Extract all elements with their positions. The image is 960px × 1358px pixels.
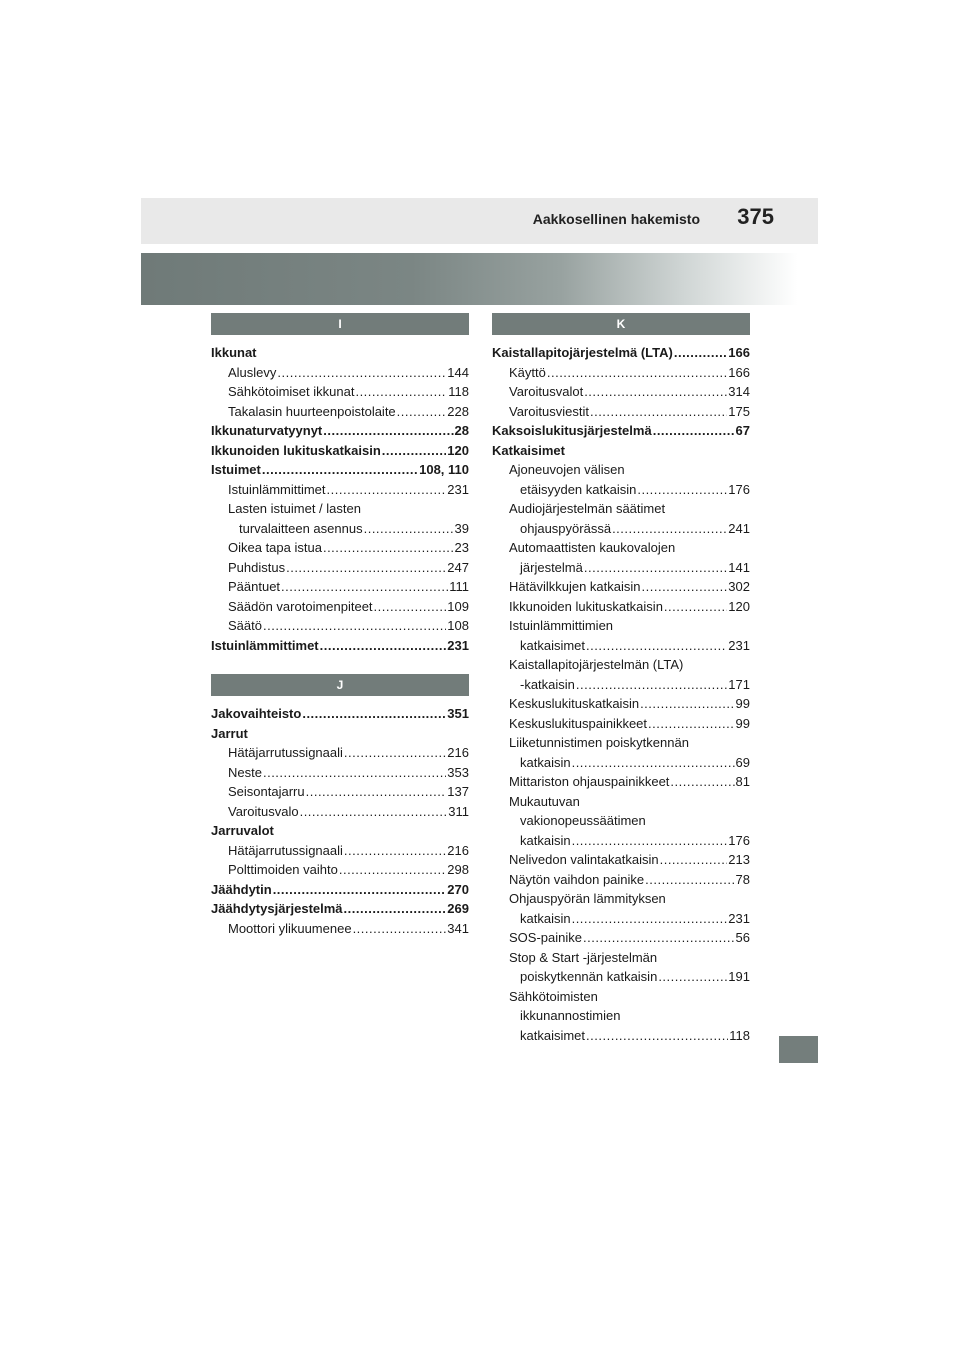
index-list (211, 343, 469, 655)
index-page-ref: 166 (728, 364, 750, 380)
leader-dots (397, 402, 447, 422)
leader-dots (584, 382, 727, 402)
leader-dots (660, 850, 728, 870)
index-term: Seisontajarru (228, 784, 305, 799)
index-entry (211, 577, 469, 597)
index-term: Istuinlämmittimet (211, 637, 319, 653)
leader-dots (584, 558, 727, 578)
index-heading: Jarruvalot (211, 823, 274, 838)
index-entry (211, 519, 469, 539)
index-entry (211, 919, 469, 939)
index-term: turvalaitteen asennus (239, 520, 363, 536)
index-heading: Ajoneuvojen välisen (509, 462, 625, 477)
index-page-ref: 216 (447, 842, 469, 858)
index-term: Oikea tapa istua (228, 540, 322, 555)
page-title: Aakkosellinen hakemisto (532, 211, 700, 227)
index-page-ref: 341 (447, 920, 469, 936)
index-term: katkaisin (520, 832, 571, 848)
leader-dots (642, 577, 728, 597)
index-page-ref: 120 (447, 442, 469, 458)
page-header (141, 198, 818, 244)
leader-dots (586, 1026, 728, 1046)
index-term: Takalasin huurteenpoistolaite (228, 403, 396, 419)
index-term: -katkaisin (520, 676, 575, 692)
index-heading: Lasten istuimet / lasten (228, 501, 361, 516)
index-page-ref: 56 (735, 930, 750, 945)
index-entry (211, 597, 469, 617)
index-list (492, 343, 750, 1045)
leader-dots (586, 636, 727, 656)
leader-dots (300, 802, 448, 822)
index-entry (492, 831, 750, 851)
index-entry (211, 421, 469, 441)
index-heading: ikkunannostimien (520, 1008, 621, 1023)
index-page-ref: 353 (447, 764, 469, 780)
index-term: Hätäjarrutussignaali (228, 842, 343, 858)
index-entry (492, 597, 750, 617)
index-entry (211, 460, 469, 480)
leader-dots (612, 519, 727, 539)
index-term: Neste (228, 764, 262, 780)
index-entry (492, 714, 750, 734)
index-page-ref: 241 (728, 520, 750, 536)
index-entry (211, 363, 469, 383)
index-page-ref: 137 (447, 784, 469, 799)
index-term: ohjauspyörässä (520, 520, 612, 536)
leader-dots (353, 919, 447, 939)
index-term: katkaisimet (520, 637, 586, 653)
index-entry (492, 967, 750, 987)
leader-dots (277, 363, 446, 383)
leader-dots (286, 558, 446, 578)
index-entry (492, 694, 750, 714)
leader-dots (262, 460, 418, 480)
leader-dots (658, 967, 727, 987)
index-term: katkaisin (520, 910, 571, 926)
index-entry (492, 772, 750, 792)
leader-dots (583, 928, 735, 948)
index-entry (211, 704, 469, 724)
leader-dots (327, 480, 447, 500)
index-page-ref: 269 (447, 901, 469, 916)
leader-dots (339, 860, 446, 880)
index-entry (492, 363, 750, 383)
index-term: Kaistallapitojärjestelmä (LTA) (492, 345, 673, 360)
leader-dots (374, 597, 447, 617)
leader-dots (344, 743, 446, 763)
index-entry (211, 441, 469, 461)
index-heading: Sähkötoimisten (509, 988, 598, 1004)
leader-dots (590, 402, 727, 422)
leader-dots (674, 343, 727, 363)
index-entry (211, 763, 469, 783)
index-entry (211, 899, 469, 919)
index-term: Aluslevy (228, 364, 277, 380)
chapter-tab (779, 1036, 818, 1063)
index-entry (211, 841, 469, 861)
index-term: Jakovaihteisto (211, 706, 302, 721)
leader-dots (281, 577, 448, 597)
leader-dots (572, 831, 728, 851)
leader-dots (382, 441, 447, 461)
index-term: järjestelmä (520, 559, 583, 575)
index-entry (492, 909, 750, 929)
index-list (211, 704, 469, 938)
leader-dots (648, 714, 735, 734)
index-term: Ikkunaturvatyynyt (211, 423, 323, 438)
index-page-ref: 314 (728, 384, 750, 399)
leader-dots (547, 363, 727, 383)
index-entry (211, 743, 469, 763)
leader-dots (320, 636, 447, 656)
index-column-right (492, 313, 750, 1045)
index-page-ref: 120 (728, 598, 750, 614)
leader-dots (572, 753, 735, 773)
index-page-ref: 109 (447, 598, 469, 614)
header-gradient-band (141, 253, 818, 305)
index-page-ref: 213 (728, 852, 750, 867)
index-entry (492, 753, 750, 773)
index-page-ref: 298 (447, 862, 469, 877)
index-page-ref: 118 (729, 1027, 750, 1043)
section-letter-bar: J (211, 674, 469, 696)
leader-dots (653, 421, 735, 441)
index-term: Jäähdytin (211, 881, 272, 897)
index-page-ref: 270 (447, 881, 469, 897)
index-page-ref: 99 (735, 715, 750, 731)
index-term: Keskuslukituskatkaisin (509, 696, 640, 711)
index-page-ref: 231 (447, 481, 469, 497)
index-term: Istuimet (211, 462, 261, 477)
index-page-ref: 176 (728, 481, 750, 497)
index-page-ref: 231 (447, 637, 469, 653)
index-heading: Ohjauspyörän lämmityksen (509, 891, 666, 906)
index-page-ref: 171 (728, 676, 750, 692)
index-term: Polttimoiden vaihto (228, 862, 338, 877)
leader-dots (576, 675, 727, 695)
leader-dots (364, 519, 454, 539)
index-term: Jäähdytysjärjestelmä (211, 901, 343, 916)
index-page-ref: 311 (448, 803, 469, 819)
leader-dots (263, 763, 446, 783)
section-letter-bar: K (492, 313, 750, 335)
index-page-ref: 118 (448, 384, 469, 399)
index-term: Kaksoislukitusjärjestelmä (492, 423, 652, 438)
index-page-ref: 108, 110 (419, 462, 469, 477)
page-number: 375 (737, 204, 774, 229)
index-entry (211, 480, 469, 500)
index-entry (211, 860, 469, 880)
index-page-ref: 176 (728, 832, 750, 848)
index-entry (211, 402, 469, 422)
index-term: Näytön vaihdon painike (509, 871, 645, 887)
index-page-ref: 141 (728, 559, 750, 575)
index-term: Pääntuet (228, 579, 281, 594)
index-term: Ikkunoiden lukituskatkaisin (509, 598, 663, 614)
index-term: Käyttö (509, 364, 546, 380)
index-heading: Kaistallapitojärjestelmän (LTA) (509, 657, 684, 672)
leader-dots (664, 597, 727, 617)
index-heading: Istuinlämmittimien (509, 618, 614, 633)
index-heading: Automaattisten kaukovalojen (509, 540, 676, 555)
index-term: Mittariston ohjauspainikkeet (509, 774, 670, 789)
leader-dots (637, 480, 727, 500)
index-page-ref: 144 (447, 364, 469, 380)
index-entry (211, 782, 469, 802)
index-term: Hätävilkkujen katkaisin (509, 579, 641, 594)
index-page-ref: 78 (735, 871, 750, 887)
index-heading: vakionopeussäätimen (520, 813, 646, 828)
index-heading: Mukautuvan (509, 793, 580, 809)
index-entry (492, 636, 750, 656)
index-term: Säätö (228, 618, 262, 633)
index-column-left (211, 313, 469, 938)
index-term: Nelivedon valintakatkaisin (509, 852, 659, 867)
index-heading: Liiketunnistimen poiskytkennän (509, 735, 689, 750)
section-letter-bar: I (211, 313, 469, 335)
index-entry (211, 880, 469, 900)
index-term: Varoitusvalo (228, 803, 299, 819)
index-entry (211, 558, 469, 578)
index-entry (492, 519, 750, 539)
section-gap (211, 655, 469, 674)
index-heading: Katkaisimet (492, 442, 565, 458)
index-heading: Ikkunat (211, 345, 257, 360)
index-term: Varoitusviestit (509, 403, 589, 419)
leader-dots (670, 772, 734, 792)
index-entry (492, 343, 750, 363)
index-page-ref: 228 (447, 403, 469, 419)
index-entry (492, 402, 750, 422)
index-page-ref: 23 (454, 540, 469, 555)
leader-dots (273, 880, 447, 900)
index-page-ref: 28 (454, 423, 469, 438)
index-page-ref: 247 (447, 559, 469, 575)
index-term: Sähkötoimiset ikkunat (228, 384, 355, 399)
index-entry (492, 577, 750, 597)
index-term: Moottori ylikuumenee (228, 920, 352, 936)
leader-dots (344, 841, 446, 861)
index-term: katkaisimet (520, 1027, 586, 1043)
leader-dots (306, 782, 447, 802)
index-page-ref: 351 (447, 706, 469, 721)
index-page-ref: 99 (735, 696, 750, 711)
index-term: Hätäjarrutussignaali (228, 745, 343, 760)
index-entry (492, 421, 750, 441)
index-page-ref: 302 (728, 579, 750, 594)
index-entry (492, 870, 750, 890)
index-term: Keskuslukituspainikkeet (509, 715, 648, 731)
index-page-ref: 81 (735, 774, 750, 789)
index-entry (211, 616, 469, 636)
index-entry (492, 1026, 750, 1046)
index-entry (492, 928, 750, 948)
index-entry (492, 382, 750, 402)
leader-dots (640, 694, 734, 714)
index-entry (492, 480, 750, 500)
index-term: etäisyyden katkaisin (520, 481, 637, 497)
index-heading: Jarrut (211, 725, 248, 741)
index-term: Istuinlämmittimet (228, 481, 326, 497)
index-page-ref: 231 (728, 637, 750, 653)
leader-dots (263, 616, 446, 636)
index-page-ref: 39 (454, 520, 469, 536)
leader-dots (323, 421, 453, 441)
index-term: SOS-painike (509, 930, 582, 945)
index-term: Puhdistus (228, 559, 286, 575)
index-heading: Stop & Start -järjestelmän (509, 949, 658, 965)
leader-dots (645, 870, 734, 890)
index-page-ref: 191 (728, 969, 750, 984)
index-page-ref: 166 (728, 345, 750, 360)
index-page-ref: 108 (447, 618, 469, 633)
index-term: Säädön varotoimenpiteet (228, 598, 373, 614)
leader-dots (323, 538, 454, 558)
index-page-ref: 175 (728, 403, 750, 419)
index-page-ref: 231 (728, 910, 750, 926)
index-entry (211, 636, 469, 656)
index-heading: Audiojärjestelmän säätimet (509, 501, 666, 516)
index-entry (211, 802, 469, 822)
index-term: katkaisin (520, 754, 571, 770)
leader-dots (302, 704, 446, 724)
index-entry (492, 850, 750, 870)
index-term: poiskytkennän katkaisin (520, 969, 658, 984)
index-page-ref: 216 (447, 745, 469, 760)
index-term: Ikkunoiden lukituskatkaisin (211, 442, 381, 458)
index-entry (211, 382, 469, 402)
index-entry (211, 538, 469, 558)
index-page-ref: 67 (735, 423, 750, 438)
leader-dots (355, 382, 447, 402)
index-entry (492, 675, 750, 695)
index-term: Varoitusvalot (509, 384, 584, 399)
index-entry (492, 558, 750, 578)
leader-dots (572, 909, 728, 929)
index-page-ref: 111 (449, 579, 469, 594)
index-page-ref: 69 (735, 754, 750, 770)
leader-dots (344, 899, 447, 919)
